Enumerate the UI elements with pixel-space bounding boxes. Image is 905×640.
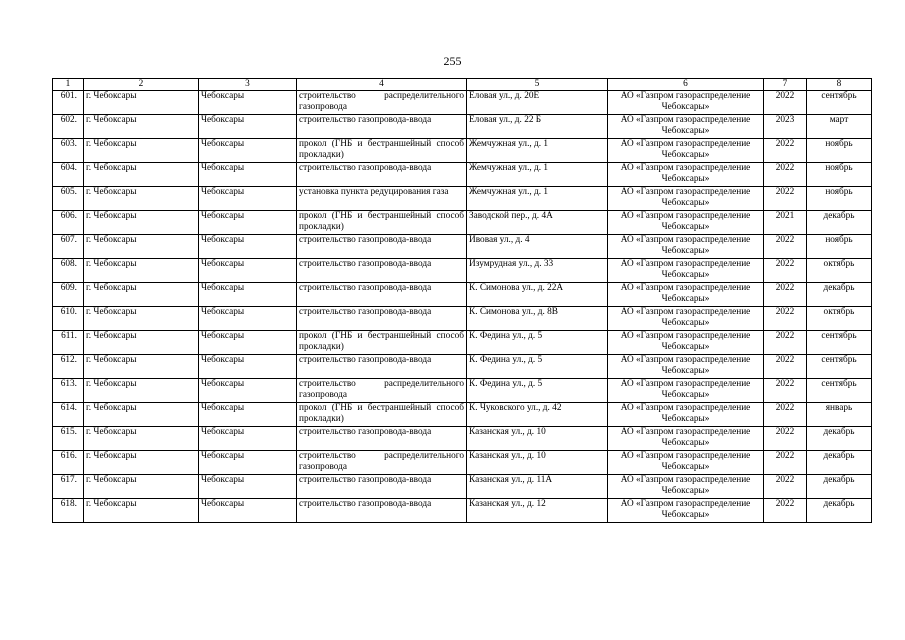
column-header: 5 <box>467 79 608 91</box>
year-cell: 2022 <box>764 427 807 451</box>
month-cell: ноябрь <box>807 163 872 187</box>
table-row <box>53 427 872 451</box>
work-type-cell: установка пункта редуцирования газа <box>297 187 467 211</box>
organization-cell: АО «Газпром газораспределение Чебоксары» <box>608 379 764 403</box>
table-row <box>53 403 872 427</box>
row-number-cell: 610. <box>53 307 84 331</box>
work-type-cell: строительство газопровода-ввода <box>297 475 467 499</box>
row-number-cell: 609. <box>53 283 84 307</box>
table-row <box>53 91 872 115</box>
month-cell: сентябрь <box>807 379 872 403</box>
address-cell: Казанская ул., д. 12 <box>467 499 608 523</box>
column-header: 6 <box>608 79 764 91</box>
address-cell: Еловая ул., д. 22 Б <box>467 115 608 139</box>
organization-cell: АО «Газпром газораспределение Чебоксары» <box>608 475 764 499</box>
organization-cell: АО «Газпром газораспределение Чебоксары» <box>608 427 764 451</box>
row-number-cell: 612. <box>53 355 84 379</box>
address-cell: Казанская ул., д. 10 <box>467 427 608 451</box>
settlement-cell: Чебоксары <box>199 187 297 211</box>
month-cell: октябрь <box>807 307 872 331</box>
row-number-cell: 611. <box>53 331 84 355</box>
municipality-cell: г. Чебоксары <box>84 259 199 283</box>
table-row <box>53 139 872 163</box>
address-cell: Заводской пер., д. 4А <box>467 211 608 235</box>
address-cell: Казанская ул., д. 11А <box>467 475 608 499</box>
table-row <box>53 379 872 403</box>
address-cell: Жемчужная ул., д. 1 <box>467 163 608 187</box>
year-cell: 2022 <box>764 259 807 283</box>
municipality-cell: г. Чебоксары <box>84 91 199 115</box>
work-type-cell: строительство газопровода-ввода <box>297 235 467 259</box>
address-cell: Еловая ул., д. 20Е <box>467 91 608 115</box>
table-row <box>53 331 872 355</box>
table-row <box>53 307 872 331</box>
row-number-cell: 603. <box>53 139 84 163</box>
organization-cell: АО «Газпром газораспределение Чебоксары» <box>608 211 764 235</box>
municipality-cell: г. Чебоксары <box>84 499 199 523</box>
month-cell: ноябрь <box>807 187 872 211</box>
work-type-cell: строительство газопровода-ввода <box>297 427 467 451</box>
organization-cell: АО «Газпром газораспределение Чебоксары» <box>608 115 764 139</box>
municipality-cell: г. Чебоксары <box>84 211 199 235</box>
column-header: 1 <box>53 79 84 91</box>
year-cell: 2022 <box>764 91 807 115</box>
row-number-cell: 613. <box>53 379 84 403</box>
municipality-cell: г. Чебоксары <box>84 355 199 379</box>
row-number-cell: 607. <box>53 235 84 259</box>
month-cell: декабрь <box>807 475 872 499</box>
work-type-cell: строительство газопровода-ввода <box>297 283 467 307</box>
settlement-cell: Чебоксары <box>199 499 297 523</box>
address-cell: Жемчужная ул., д. 1 <box>467 139 608 163</box>
column-header: 4 <box>297 79 467 91</box>
organization-cell: АО «Газпром газораспределение Чебоксары» <box>608 259 764 283</box>
year-cell: 2022 <box>764 187 807 211</box>
address-cell: К. Симонова ул., д. 8В <box>467 307 608 331</box>
work-type-cell: строительство распределительного газопровода <box>297 91 467 115</box>
month-cell: январь <box>807 403 872 427</box>
settlement-cell: Чебоксары <box>199 235 297 259</box>
organization-cell: АО «Газпром газораспределение Чебоксары» <box>608 451 764 475</box>
settlement-cell: Чебоксары <box>199 91 297 115</box>
month-cell: ноябрь <box>807 139 872 163</box>
address-cell: К. Федина ул., д. 5 <box>467 379 608 403</box>
row-number-cell: 602. <box>53 115 84 139</box>
settlement-cell: Чебоксары <box>199 475 297 499</box>
address-cell: Ивовая ул., д. 4 <box>467 235 608 259</box>
organization-cell: АО «Газпром газораспределение Чебоксары» <box>608 283 764 307</box>
municipality-cell: г. Чебоксары <box>84 139 199 163</box>
month-cell: ноябрь <box>807 235 872 259</box>
year-cell: 2023 <box>764 115 807 139</box>
row-number-cell: 604. <box>53 163 84 187</box>
year-cell: 2022 <box>764 475 807 499</box>
page-number: 255 <box>443 54 462 68</box>
row-number-cell: 606. <box>53 211 84 235</box>
table-row <box>53 115 872 139</box>
column-header: 3 <box>199 79 297 91</box>
table-row <box>53 187 872 211</box>
address-cell: К. Чуковского ул., д. 42 <box>467 403 608 427</box>
year-cell: 2022 <box>764 451 807 475</box>
municipality-cell: г. Чебоксары <box>84 379 199 403</box>
settlement-cell: Чебоксары <box>199 283 297 307</box>
municipality-cell: г. Чебоксары <box>84 187 199 211</box>
month-cell: декабрь <box>807 211 872 235</box>
work-type-cell: строительство газопровода-ввода <box>297 163 467 187</box>
address-cell: Жемчужная ул., д. 1 <box>467 187 608 211</box>
municipality-cell: г. Чебоксары <box>84 403 199 427</box>
organization-cell: АО «Газпром газораспределение Чебоксары» <box>608 163 764 187</box>
table-row <box>53 163 872 187</box>
year-cell: 2022 <box>764 163 807 187</box>
table-row <box>53 451 872 475</box>
municipality-cell: г. Чебоксары <box>84 331 199 355</box>
work-type-cell: строительство распределительного газопровода <box>297 379 467 403</box>
municipality-cell: г. Чебоксары <box>84 283 199 307</box>
row-number-cell: 615. <box>53 427 84 451</box>
month-cell: декабрь <box>807 427 872 451</box>
column-header: 8 <box>807 79 872 91</box>
settlement-cell: Чебоксары <box>199 115 297 139</box>
row-number-cell: 618. <box>53 499 84 523</box>
organization-cell: АО «Газпром газораспределение Чебоксары» <box>608 187 764 211</box>
municipality-cell: г. Чебоксары <box>84 427 199 451</box>
month-cell: октябрь <box>807 259 872 283</box>
work-type-cell: строительство газопровода-ввода <box>297 115 467 139</box>
column-header: 7 <box>764 79 807 91</box>
municipality-cell: г. Чебоксары <box>84 163 199 187</box>
row-number-cell: 601. <box>53 91 84 115</box>
year-cell: 2021 <box>764 211 807 235</box>
organization-cell: АО «Газпром газораспределение Чебоксары» <box>608 139 764 163</box>
municipality-cell: г. Чебоксары <box>84 451 199 475</box>
settlement-cell: Чебоксары <box>199 355 297 379</box>
month-cell: сентябрь <box>807 355 872 379</box>
year-cell: 2022 <box>764 331 807 355</box>
municipality-cell: г. Чебоксары <box>84 475 199 499</box>
month-cell: декабрь <box>807 451 872 475</box>
month-cell: сентябрь <box>807 91 872 115</box>
settlement-cell: Чебоксары <box>199 259 297 283</box>
row-number-cell: 608. <box>53 259 84 283</box>
work-type-cell: строительство распределительного газопровода <box>297 451 467 475</box>
month-cell: март <box>807 115 872 139</box>
address-cell: Изумрудная ул., д. 33 <box>467 259 608 283</box>
year-cell: 2022 <box>764 307 807 331</box>
row-number-cell: 614. <box>53 403 84 427</box>
table-row <box>53 283 872 307</box>
settlement-cell: Чебоксары <box>199 139 297 163</box>
year-cell: 2022 <box>764 403 807 427</box>
work-type-cell: строительство газопровода-ввода <box>297 259 467 283</box>
work-type-cell: строительство газопровода-ввода <box>297 307 467 331</box>
work-type-cell: прокол (ГНБ и бестраншейный способ прокладки) <box>297 331 467 355</box>
municipality-cell: г. Чебоксары <box>84 235 199 259</box>
work-type-cell: строительство газопровода-ввода <box>297 499 467 523</box>
settlement-cell: Чебоксары <box>199 379 297 403</box>
settlement-cell: Чебоксары <box>199 451 297 475</box>
settlement-cell: Чебоксары <box>199 163 297 187</box>
table-row <box>53 499 872 523</box>
organization-cell: АО «Газпром газораспределение Чебоксары» <box>608 235 764 259</box>
work-type-cell: прокол (ГНБ и бестраншейный способ прокладки) <box>297 403 467 427</box>
address-cell: К. Федина ул., д. 5 <box>467 355 608 379</box>
organization-cell: АО «Газпром газораспределение Чебоксары» <box>608 403 764 427</box>
row-number-cell: 616. <box>53 451 84 475</box>
row-number-cell: 605. <box>53 187 84 211</box>
table-row <box>53 259 872 283</box>
settlement-cell: Чебоксары <box>199 211 297 235</box>
work-type-cell: прокол (ГНБ и бестраншейный способ прокладки) <box>297 139 467 163</box>
table-row <box>53 235 872 259</box>
column-header: 2 <box>84 79 199 91</box>
table-row <box>53 211 872 235</box>
address-cell: К. Симонова ул., д. 22А <box>467 283 608 307</box>
month-cell: декабрь <box>807 283 872 307</box>
table-row <box>53 355 872 379</box>
year-cell: 2022 <box>764 379 807 403</box>
address-cell: К. Федина ул., д. 5 <box>467 331 608 355</box>
year-cell: 2022 <box>764 283 807 307</box>
year-cell: 2022 <box>764 355 807 379</box>
header-row <box>53 79 872 91</box>
address-cell: Казанская ул., д. 10 <box>467 451 608 475</box>
settlement-cell: Чебоксары <box>199 307 297 331</box>
month-cell: сентябрь <box>807 331 872 355</box>
settlement-cell: Чебоксары <box>199 331 297 355</box>
row-number-cell: 617. <box>53 475 84 499</box>
organization-cell: АО «Газпром газораспределение Чебоксары» <box>608 91 764 115</box>
organization-cell: АО «Газпром газораспределение Чебоксары» <box>608 307 764 331</box>
organization-cell: АО «Газпром газораспределение Чебоксары» <box>608 355 764 379</box>
table-row <box>53 475 872 499</box>
year-cell: 2022 <box>764 499 807 523</box>
settlement-cell: Чебоксары <box>199 403 297 427</box>
year-cell: 2022 <box>764 235 807 259</box>
gas-works-table <box>52 78 872 523</box>
settlement-cell: Чебоксары <box>199 427 297 451</box>
municipality-cell: г. Чебоксары <box>84 307 199 331</box>
year-cell: 2022 <box>764 139 807 163</box>
month-cell: декабрь <box>807 499 872 523</box>
work-type-cell: прокол (ГНБ и бестраншейный способ прокладки) <box>297 211 467 235</box>
organization-cell: АО «Газпром газораспределение Чебоксары» <box>608 331 764 355</box>
work-type-cell: строительство газопровода-ввода <box>297 355 467 379</box>
organization-cell: АО «Газпром газораспределение Чебоксары» <box>608 499 764 523</box>
municipality-cell: г. Чебоксары <box>84 115 199 139</box>
